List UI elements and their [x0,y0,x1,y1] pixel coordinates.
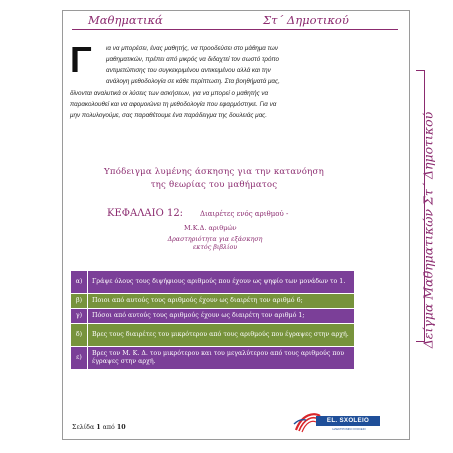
exercise-text: Βρες τους διαιρέτες του μικρότερου από τους αριθμούς που έγραψες στην αρχή. [88,324,355,347]
intro-line-6: παρακολουθεί και να αφομοιώνει τη μεθοδολογία που εφαρμόστηκε. Για να [70,101,277,108]
intro-line-5: δίνονται αναλυτικά οι λύσεις των ασκήσεων, για να μπορεί ο μαθητής να [70,90,269,97]
intro-line-2: μαθηματικών, πρέπει από μικρός να διδαχτεί τον σωστό τρόπο [106,56,279,63]
exercise-row [71,347,355,370]
chapter-title: ΚΕΦΑΛΑΙΟ 12: [107,208,184,219]
exercise-row [71,294,355,309]
intro-line-7: μην πολυλογούμε, σας παραθέτουμε ένα παράδειγμα της δουλειάς μας. [70,112,267,119]
section-title-line-1: Υπόδειγμα λυμένης άσκησης για την κατανόηση [104,167,324,177]
exercise-row [71,309,355,324]
logo-name: EL. SXOLEIO [316,416,380,426]
exercise-letter: α) [71,271,88,294]
exercise-table [70,270,355,370]
page-total: 10 [116,424,126,431]
exercise-row [71,324,355,347]
activity-label-line-1: Δραστηριότητα για εξάσκηση [167,236,263,243]
page-number: 1 [96,424,101,431]
intro-line-3: αντιμετώπισης του συγκεκριμένου αντικειμένου αλλά και την [106,67,271,74]
chapter-subtitle-2: Μ.Κ.Δ. αριθμών [184,224,237,232]
logo-tagline: ΗΛΕΚΤΡΟΝΙΚΟ ΣΧΟΛΕΙΟ [332,427,366,431]
intro-line-4: ανάλογη μεθοδολογία σε κάθε περίπτωση. Στα βοηθήματά μας, [106,78,280,85]
header-divider [72,29,398,30]
section-title-line-2: της θεωρίας του μαθήματος [150,180,278,190]
intro-dropcap: Γ [70,39,92,80]
intro-line-1: ια να μπορέσει, ένας μαθητής, να προοδεύσει στο μάθημα των [106,45,278,52]
exercise-text: Γράψε όλους τους διψήφιους αριθμούς που έχουν ως ψηφίο των μονάδων το 1. [88,271,355,294]
side-title: Δείγμα Μαθηματικών Στ΄ Δημοτικού [420,111,436,349]
exercise-letter: ε) [71,347,88,370]
exercise-row [71,271,355,294]
exercise-letter: γ) [71,309,88,324]
exercise-text: Ποιοι από αυτούς τους αριθμούς έχουν ως διαιρέτη τον αριθμό 6; [88,294,355,309]
exercise-text: Πόσοι από αυτούς τους αριθμούς έχουν ως διαιρέτη τον αριθμό 1; [88,309,355,324]
page-word: Σελίδα [72,424,95,431]
activity-label-line-2: εκτός βιβλίου [192,244,238,251]
exercise-letter: β) [71,294,88,309]
page-footer [72,424,126,431]
header-grade: Στ΄ Δημοτικού [263,13,349,27]
chapter-subtitle-1: Διαιρέτες ενός αριθμού - [200,210,289,218]
exercise-text: Βρες τον Μ. Κ. Δ. του μικρότερου και του μεγαλύτερου από τους αριθμούς που έγραψες στην αρχή. [88,347,355,370]
header-subject: Μαθηματικά [88,13,163,27]
exercise-letter: δ) [71,324,88,347]
page-of-word: από [102,424,115,431]
